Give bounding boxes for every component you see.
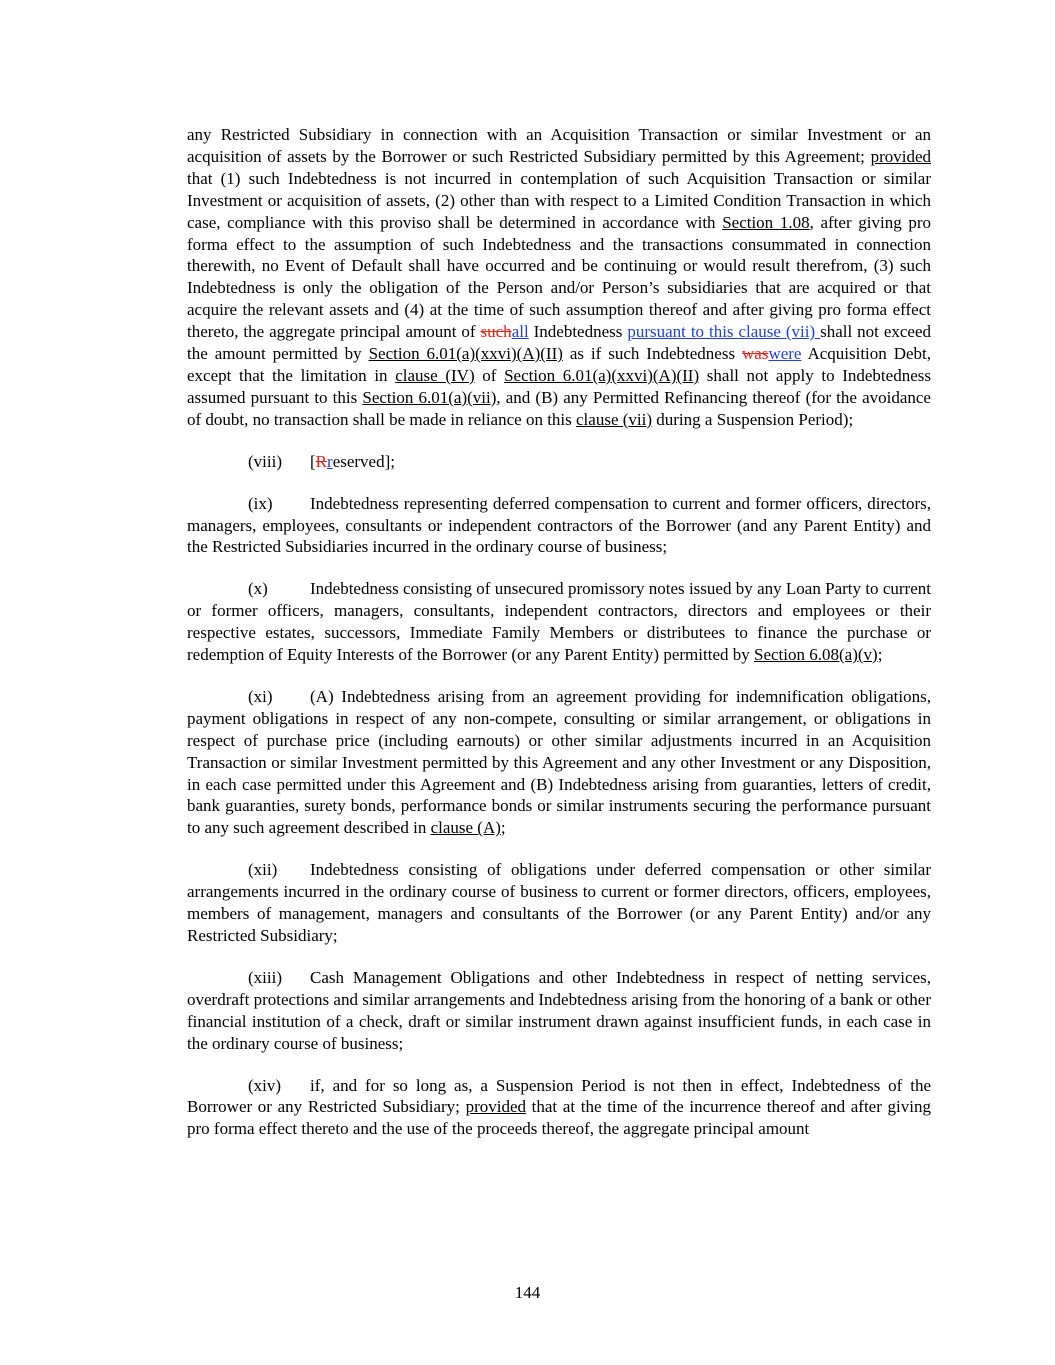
clause-xiii: (xiii) Cash Management Obligations and other Indebtedness in respect of netting services, overdraft protections and similar arrangements and Indebtedness arising from the honoring of a bank or other financial institution of a check, draft or similar instrument drawn against insufficient funds, in each case in the ordinary course of business; [187,967,931,1053]
clause-ix: (ix) Indebtedness representing deferred compensation to current and former officers, directors, managers, employees, consultants or independent contractors of the Borrower (and any Parent Entity) and the Restricted Subsidiaries incurred in the ordinary course of business; [187,493,931,557]
clause-xii: (xii) Indebtedness consisting of obligations under deferred compensation or other similar arrangements incurred in the ordinary course of business to current or former directors, officers, employees, members of management, managers and consultants of the Borrower (or any Parent Entity) and/or any Restricted Subsidiary; [187,860,931,945]
clause-number: (xii) [248,860,278,880]
clause-viii: (viii) [Rreserved]; [248,451,395,471]
section-reference: Section 6.08(a)(v) [754,645,878,665]
deleted-text: such [480,322,512,342]
clause-reference: clause (A) [430,818,501,838]
clause-xi: (xi) (A) Indebtedness arising from an agreement providing for indemnification obligations, payment obligations in respect of any non-compete, consulting or similar arrangement, or obligations in respect of purchase price (including earnouts) or other similar adjustments incurred in an Acquisition Transaction or similar Investment permitted by this Agreement and any other Investment or any Disposition, in each case permitted under this Agreement and (B) Indebtedness arising from guaranties, letters of credit, bank guaranties, surety bonds, performance bonds or similar instruments securing the performance pursuant to any such agreement described in clause (A); [187,686,931,838]
section-reference: Section 1.08 [722,212,810,232]
defined-term-provided: provided [465,1097,526,1117]
section-reference: Section 6.01(a)(vii) [362,387,497,407]
clause-number: (x) [248,579,268,599]
clause-number: (xi) [248,686,273,706]
clause-number: (xiv) [248,1075,282,1095]
inserted-text: were [768,344,802,364]
section-reference: Section 6.01(a)(xxvi)(A)(II) [504,365,700,385]
deleted-text: was [741,344,769,364]
section-reference: Section 6.01(a)(xxvi)(A)(II) [368,344,563,364]
deleted-text: R [315,451,328,471]
clause-x: (x) Indebtedness consisting of unsecured promissory notes issued by any Loan Party to current or former officers, managers, consultants, independent contractors, directors and employees or their respective estates, successors, Immediate Family Members or distributees to finance the purchase or redemption of Equity Interests of the Borrower (or any Parent Entity) permitted by Section 6.08(a)(v); [187,579,931,665]
clause-number: (xiii) [248,967,282,987]
clause-vii-continuation: any Restricted Subsidiary in connection with an Acquisition Transaction or similar Investment or an acquisition of assets by the Borrower or such Restricted Subsidiary permitted by this Agreement; provided that (1) such Indebtedness is not incurred in contemplation of such Acquisition Transaction or similar Investment or acquisition of assets, (2) other than with respect to a Limited Condition Transaction in which case, compliance with this proviso shall be determined in accordance with Section 1.08, after giving pro forma effect to the assumption of such Indebtedness and the transactions consummated in connection therewith, no Event of Default shall have occurred and be continuing or would result therefrom, (3) such Indebtedness is only the obligation of the Person and/or Person’s subsidiaries that are acquired or that acquire the relevant assets and (4) at the time of such assumption thereof and after giving pro forma effect thereto, the aggregate principal amount of suchall Indebtedness pursuant to this clause (vii) shall not exceed the amount permitted by Section 6.01(a)(xxvi)(A)(II) as if such Indebtedness waswere Acquisition Debt, except that the limitation in clause (IV) of Section 6.01(a)(xxvi)(A)(II) shall not apply to Indebtedness assumed pursuant to this Section 6.01(a)(vii), and (B) any Permitted Refinancing thereof (for the avoidance of doubt, no transaction shall be made in reliance on this clause (vii) during a Suspension Period); [187,125,932,429]
defined-term-provided: provided [870,146,931,166]
inserted-text: all [511,322,529,342]
page-number: 144 [514,1283,541,1302]
clause-number: (ix) [248,493,273,513]
clause-number: (viii) [248,451,282,471]
document-page [187,124,931,1160]
inserted-text: pursuant to this clause (vii) [627,322,821,342]
clause-reference: clause (IV) [395,365,475,385]
clause-xiv: (xiv) if, and for so long as, a Suspension Period is not then in effect, Indebtedness of the Borrower or any Restricted Subsidiary; provided that at the time of the incurrence thereof and after giving pro forma effect thereto and the use of the proceeds thereof, the aggregate principal amount [187,1075,932,1139]
clause-reference: clause (vii) [576,409,653,429]
inserted-text: r [327,451,333,471]
